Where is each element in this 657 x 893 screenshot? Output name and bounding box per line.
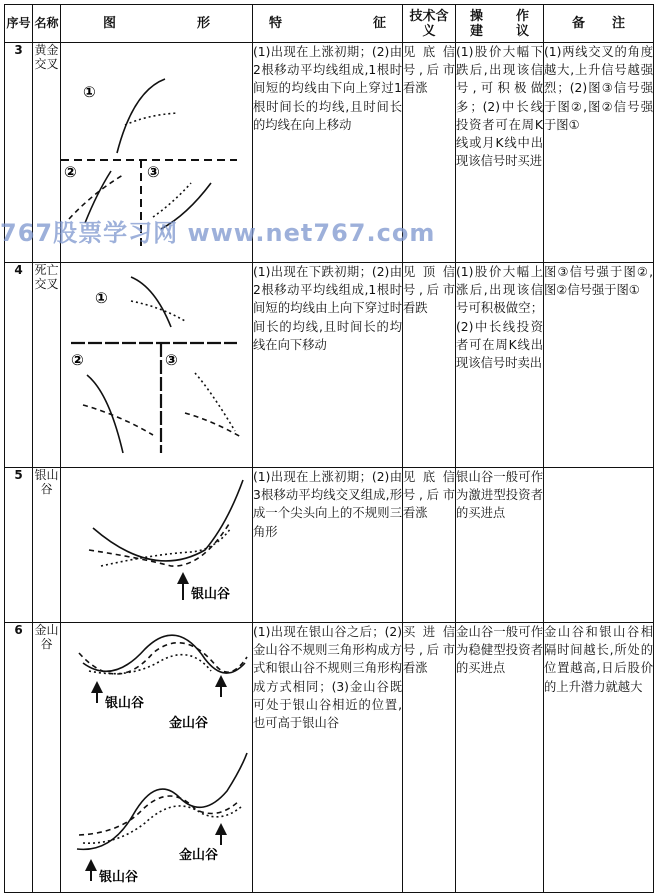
death-cross-diagram: [61, 263, 253, 463]
row-note: [544, 468, 654, 623]
row-advice: (1)股价大幅下跌后,出现该信号,可积极做多；(2)中长线投资者可在周K线或月K线中出现该信号时买进: [456, 43, 544, 263]
row-number: 6: [5, 623, 33, 893]
row-number: 4: [5, 263, 33, 468]
row-feature: (1)出现在下跌初期；(2)由2根移动平均线组成,1根时间短的均线由上向下穿过时间长的均线,且时间长的均线在向下移动: [253, 263, 403, 468]
header-note: 备 注: [544, 5, 654, 43]
gold-valley-diagram: [61, 623, 253, 888]
row-advice: (1)股价大幅上涨后,出现该信号可积极做空；(2)中长线投资者可在周K线出现该信号时卖出: [456, 263, 544, 468]
row-number: 3: [5, 43, 33, 263]
row-feature: (1)出现在银山谷之后；(2)金山谷不规则三角形构成方式和银山谷不规则三角形构成方式相同；(3)金山谷既可处于银山谷相近的位置,也可高于银山谷: [253, 623, 403, 893]
site-watermark: 767股票学习网 www.net767.com: [0, 219, 436, 247]
gold-valley-figure: [61, 623, 253, 893]
row-name: 死亡交叉: [33, 263, 61, 468]
row-name: 银山谷: [33, 468, 61, 623]
golden-cross-figure: [61, 43, 253, 263]
row-name: 黄金交叉: [33, 43, 61, 263]
golden-cross-diagram: [61, 43, 253, 258]
gold-valley-label: 金山谷: [169, 716, 209, 731]
silver-valley-label: 银山谷: [105, 696, 145, 711]
header-figure: 图 形: [61, 5, 253, 43]
silver-valley-label: 银山谷: [191, 587, 231, 602]
table-row: [5, 623, 654, 893]
row-note: 图③信号强于图②,图②信号强于图①: [544, 263, 654, 468]
ma-signal-table: [4, 4, 654, 893]
header-row: [5, 5, 654, 43]
row-advice: 金山谷一般可作为稳健型投资者的买进点: [456, 623, 544, 893]
figure-mark-1: ①: [95, 289, 108, 307]
figure-mark-1: ①: [83, 83, 96, 101]
row-feature: (1)出现在上涨初期；(2)由2根移动平均线组成,1根时间短的均线由下向上穿过1根时间长的均线,且时间长的均线在向上移动: [253, 43, 403, 263]
header-name: 名称: [33, 5, 61, 43]
figure-mark-3: ③: [147, 163, 160, 181]
row-tech: 买进信号,后市看涨: [403, 623, 456, 893]
row-note: 金山谷和银山谷相隔时间越长,所处的位置越高,日后股价的上升潜力就越大: [544, 623, 654, 893]
row-tech: 见底信号,后市看涨: [403, 43, 456, 263]
table-row: [5, 468, 654, 623]
header-seq: 序号: [5, 5, 33, 43]
figure-mark-3: ③: [165, 351, 178, 369]
death-cross-figure: [61, 263, 253, 468]
table-row: [5, 43, 654, 263]
table-row: [5, 263, 654, 468]
row-note: (1)两线交叉的角度越大,上升信号越强烈；(2)图③信号强于图②,图②信号强于图①: [544, 43, 654, 263]
figure-mark-2: ②: [71, 351, 84, 369]
header-tech: 技术含义: [403, 5, 456, 43]
figure-mark-2: ②: [64, 163, 77, 181]
silver-valley-diagram: [61, 468, 253, 618]
row-tech: 见底信号,后市看涨: [403, 468, 456, 623]
row-advice: 银山谷一般可作为激进型投资者的买进点: [456, 468, 544, 623]
header-feature: 特 征: [253, 5, 403, 43]
row-feature: (1)出现在上涨初期；(2)由3根移动平均线交叉组成,形成一个尖头向上的不规则三角形: [253, 468, 403, 623]
silver-valley-label-lower: 银山谷: [99, 870, 139, 885]
gold-valley-label-lower: 金山谷: [179, 848, 219, 863]
header-advice: 操 作 建 议: [456, 5, 544, 43]
row-tech: 见顶信号,后市看跌: [403, 263, 456, 468]
row-number: 5: [5, 468, 33, 623]
row-name: 金山谷: [33, 623, 61, 893]
silver-valley-figure: [61, 468, 253, 623]
